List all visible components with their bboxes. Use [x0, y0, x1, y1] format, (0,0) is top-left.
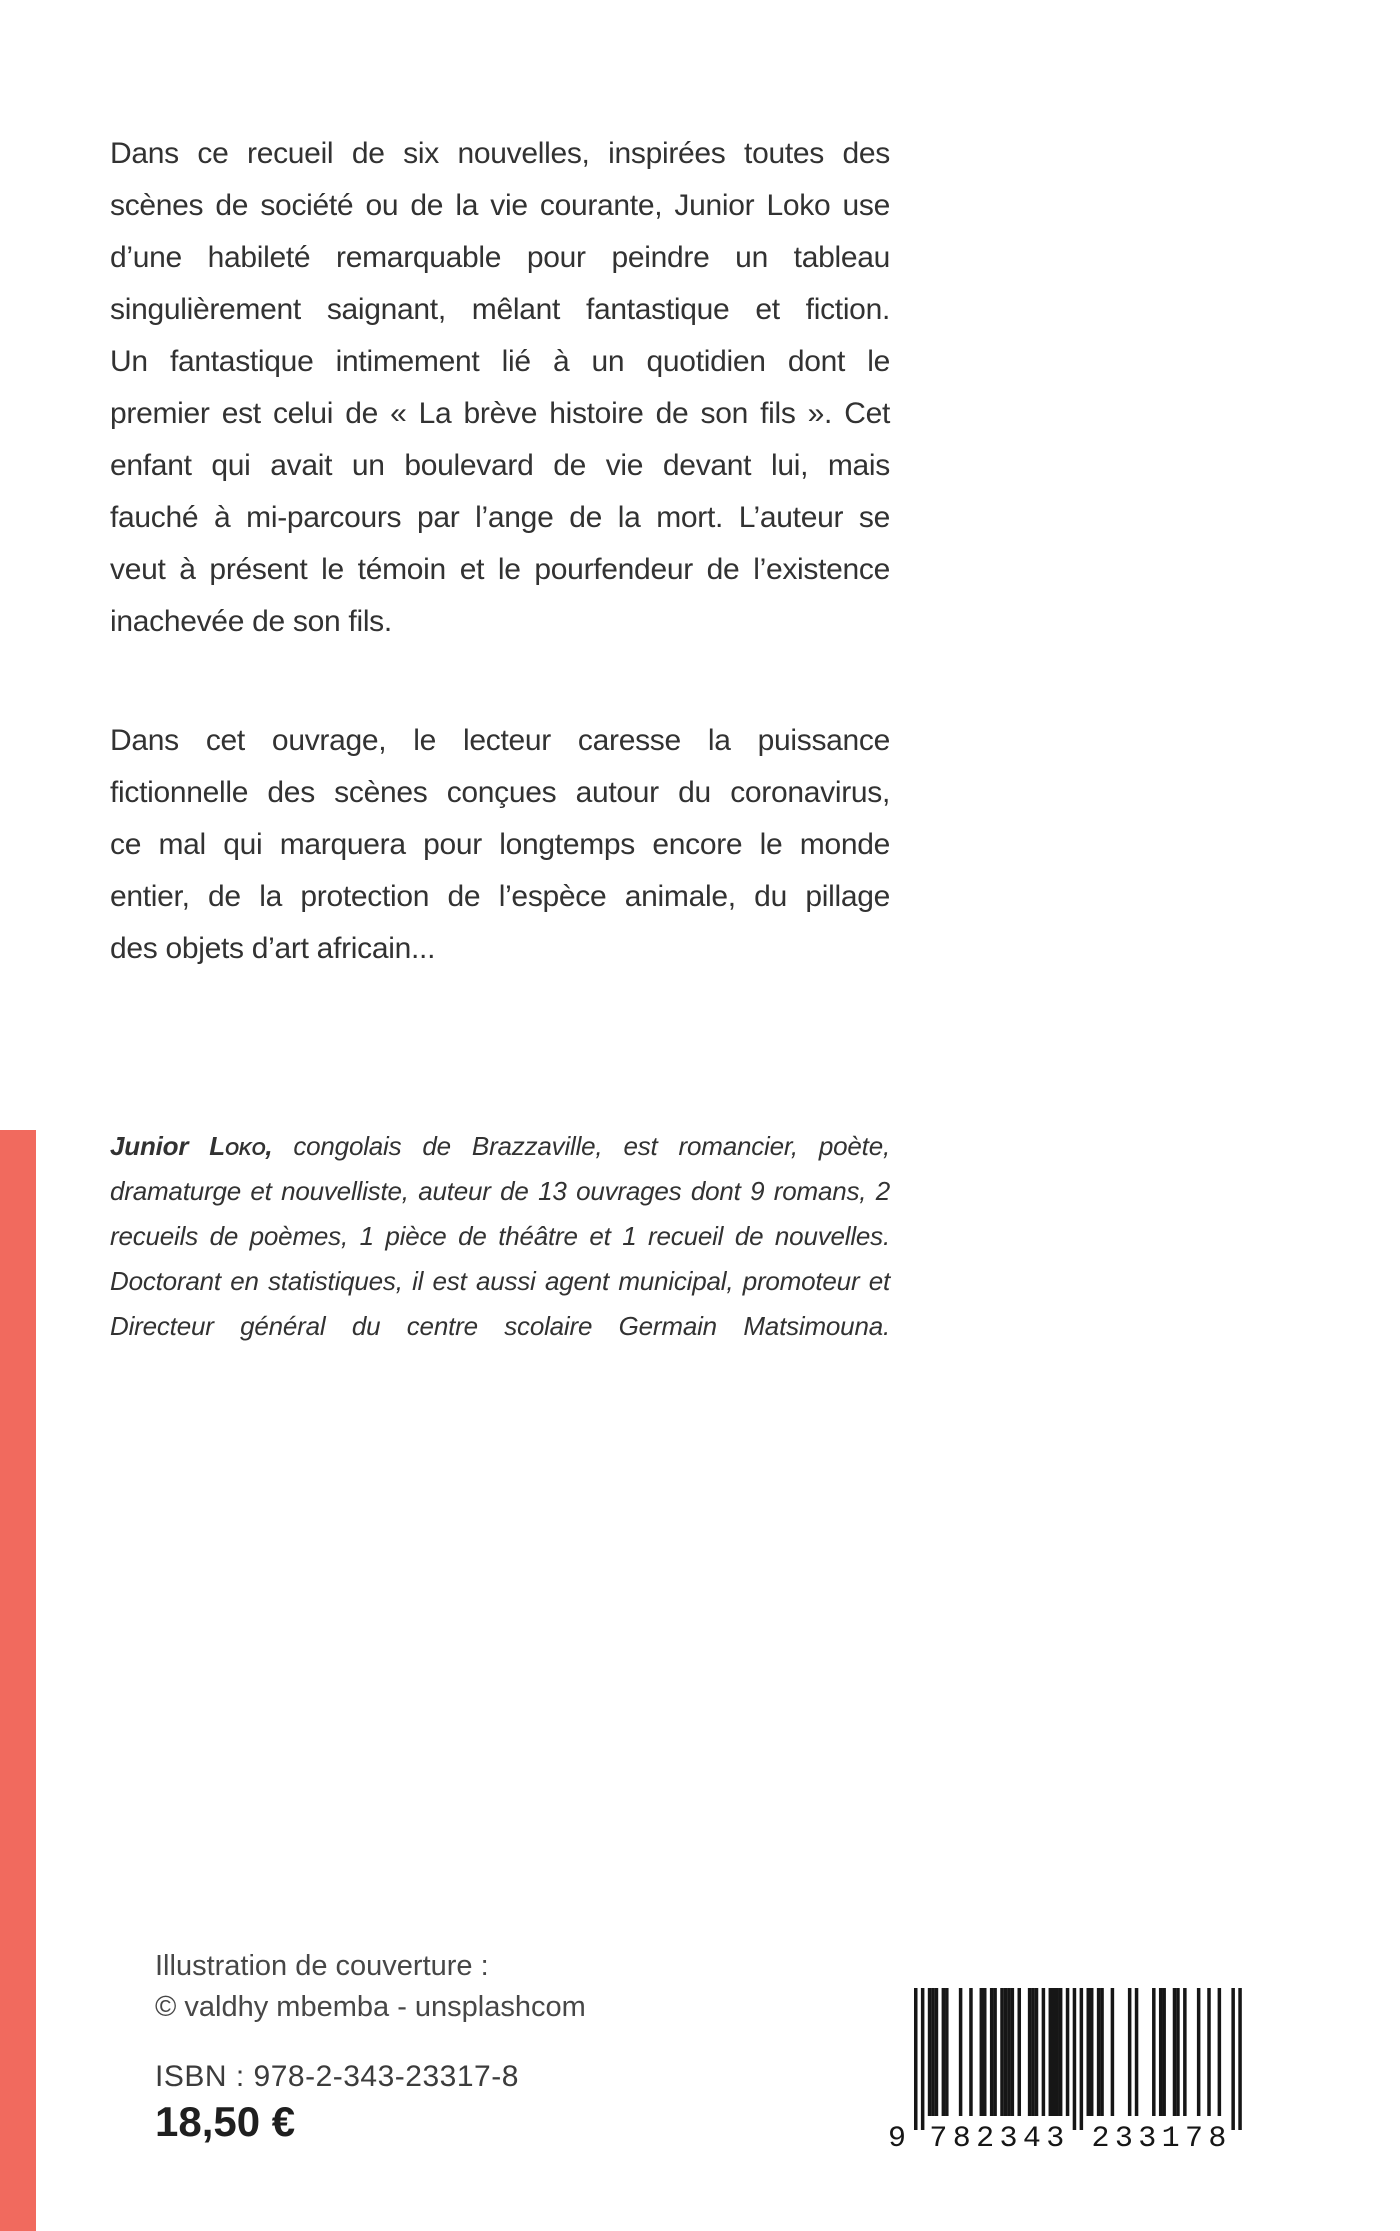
text-line: fictionnelle des scènes conçues autour du coronavirus,: [110, 776, 890, 809]
text-line: premier est celui de « La brève histoire de son fils ». Cet: [110, 397, 890, 430]
author-first-name: Junior: [110, 1131, 189, 1161]
text-line: inachevée de son fils.: [110, 605, 392, 638]
illustration-credit: © valdhy mbemba - unsplashcom: [155, 1991, 586, 2023]
author-last-name: Loko,: [209, 1131, 273, 1161]
text-line: Un fantastique intimement lié à un quotidien dont le: [110, 345, 890, 378]
price-text: 18,50 €: [155, 2098, 296, 2145]
synopsis-paragraph-2: [110, 715, 890, 975]
isbn-text: ISBN : 978-2-343-23317-8: [155, 2060, 519, 2093]
ean13-barcode: [886, 1988, 1242, 2155]
synopsis-paragraph-1: [110, 128, 890, 648]
text-line: veut à présent le témoin et le pourfendeur de l’existence: [110, 553, 890, 586]
author-bio: [110, 1124, 890, 1349]
text-line: Directeur général du centre scolaire Germain Matsimouna.: [110, 1311, 890, 1341]
author-bio-first-line: [110, 1124, 890, 1169]
author-bio-text: congolais de Brazzaville, est romancier, poète,: [293, 1131, 890, 1161]
text-line: dramaturge et nouvelliste, auteur de 13 ouvrages dont 9 romans, 2: [110, 1176, 890, 1206]
text-line: Dans cet ouvrage, le lecteur caresse la puissance: [110, 724, 890, 757]
text-line: des objets d’art africain...: [110, 932, 436, 965]
text-line: d’une habileté remarquable pour peindre un tableau: [110, 241, 890, 274]
svg-text:233178: 233178: [1091, 2122, 1227, 2150]
svg-text:782343: 782343: [929, 2122, 1065, 2150]
text-line: enfant qui avait un boulevard de vie devant lui, mais: [110, 449, 890, 482]
illustration-label: Illustration de couverture :: [155, 1950, 489, 1982]
author-name: [110, 1131, 272, 1161]
text-line: singulièrement saignant, mêlant fantastique et fiction.: [110, 293, 890, 326]
text-line: entier, de la protection de l’espèce animale, du pillage: [110, 880, 890, 913]
cover-illustration-credit: [155, 1946, 586, 2028]
text-line: Dans ce recueil de six nouvelles, inspirées toutes des: [110, 137, 890, 170]
text-line: Doctorant en statistiques, il est aussi agent municipal, promoteur et: [110, 1266, 890, 1296]
text-line: recueils de poèmes, 1 pièce de théâtre et 1 recueil de nouvelles.: [110, 1221, 890, 1251]
text-line: scènes de société ou de la vie courante, Junior Loko use: [110, 189, 890, 222]
svg-text:9: 9: [887, 2122, 906, 2150]
red-accent-stripe: [0, 1130, 36, 2231]
text-line: fauché à mi-parcours par l’ange de la mort. L’auteur se: [110, 501, 890, 534]
text-line: ce mal qui marquera pour longtemps encore le monde: [110, 828, 890, 861]
author-bio-rest: [110, 1169, 890, 1349]
barcode-image: [886, 1988, 1242, 2150]
